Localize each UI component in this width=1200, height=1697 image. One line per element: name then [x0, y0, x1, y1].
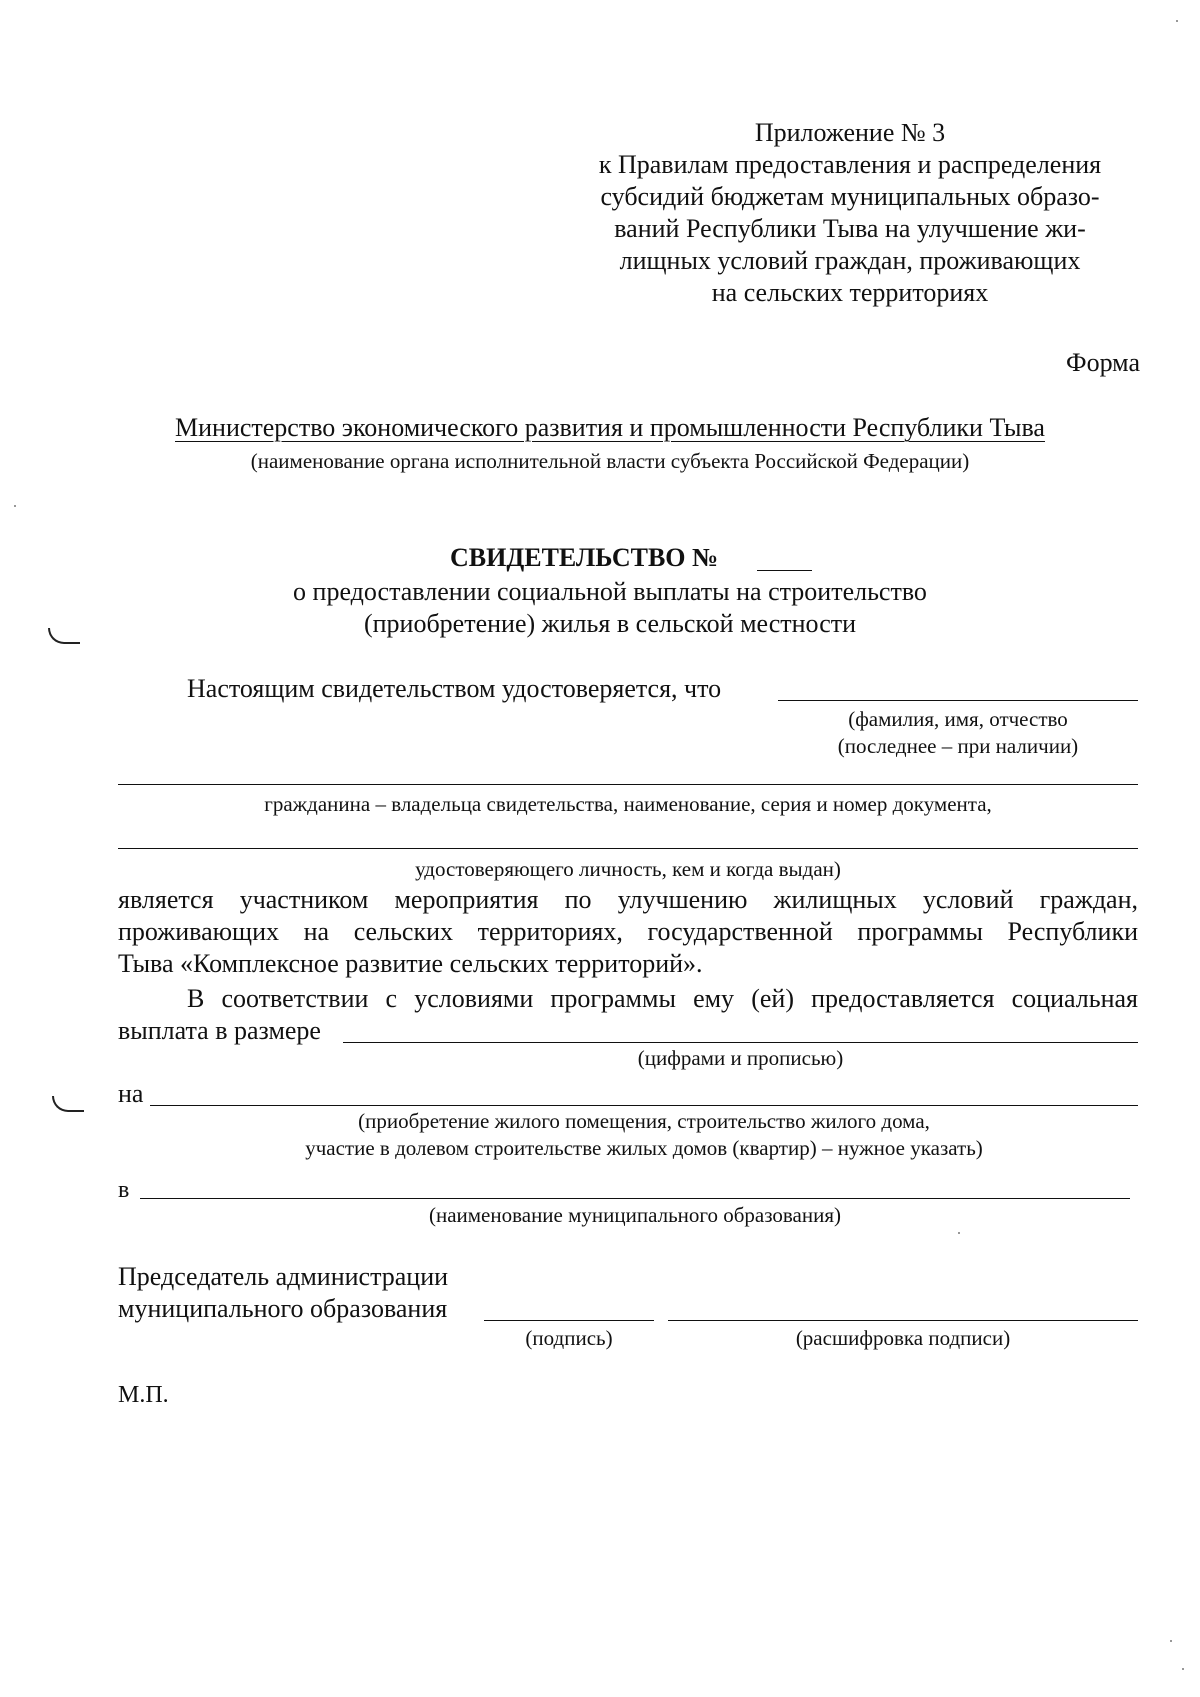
scan-speck [1170, 1640, 1172, 1642]
certificate-heading: СВИДЕТЕЛЬСТВО № [450, 543, 719, 572]
scan-speck [14, 505, 16, 507]
purpose-caption: (приобретение жилого помещения, строительство жилого дома, [358, 1109, 930, 1133]
appendix-line: лищных условий граждан, проживающих [619, 246, 1081, 275]
purpose-field[interactable] [150, 1105, 1138, 1106]
full-name-caption: (фамилия, имя, отчество [848, 707, 1068, 731]
identity-document-caption: гражданина – владельца свидетельства, наименование, серия и номер документа, [264, 792, 992, 816]
full-name-caption: (последнее – при наличии) [837, 734, 1079, 758]
form-label: Форма [1066, 348, 1140, 377]
authority-name: Министерство экономического развития и промышленности Республики Тыва [175, 413, 1045, 442]
certificate-subtitle: (приобретение) жилья в сельской местности [363, 609, 857, 638]
appendix-header [560, 117, 1140, 309]
scan-speck [1176, 20, 1178, 22]
purpose-caption: участие в долевом строительстве жилых домов (квартир) – нужное указать) [305, 1136, 983, 1160]
payment-amount-field[interactable] [343, 1042, 1138, 1043]
signature-field[interactable] [484, 1320, 654, 1321]
authority-caption: (наименование органа исполнительной власти субъекта Российской Федерации) [250, 449, 970, 473]
municipality-caption: (наименование муниципального образования) [428, 1203, 842, 1227]
scan-speck [958, 1232, 960, 1234]
payment-amount-label: выплата в размере [118, 1016, 321, 1045]
stamp-label: М.П. [118, 1382, 169, 1408]
signature-decode-field[interactable] [668, 1320, 1138, 1321]
certificate-number-line[interactable] [757, 570, 812, 571]
signature-decode-caption: (расшифровка подписи) [795, 1326, 1011, 1350]
chairman-title: Председатель администрации [118, 1262, 449, 1291]
full-name-field[interactable] [778, 700, 1138, 701]
identity-document-field[interactable] [118, 784, 1138, 785]
participant-text: Тыва «Комплексное развитие сельских территорий». [118, 949, 703, 978]
place-label: в [118, 1177, 130, 1203]
appendix-line: Приложение № 3 [754, 118, 946, 147]
scan-speck [1182, 1668, 1184, 1670]
appendix-line: на сельских территориях [711, 278, 989, 307]
participant-text: является участником мероприятия по улучшению жилищных условий граждан, [118, 885, 1138, 914]
payment-amount-caption: (цифрами и прописью) [637, 1046, 844, 1070]
appendix-line: ваний Республики Тыва на улучшение жи- [614, 214, 1086, 243]
chairman-title: муниципального образования [118, 1294, 448, 1323]
scan-mark [52, 1096, 84, 1112]
municipality-field[interactable] [140, 1198, 1130, 1199]
signature-caption: (подпись) [525, 1326, 613, 1350]
identity-issuer-field[interactable] [118, 848, 1138, 849]
identity-issuer-caption: удостоверяющего личность, кем и когда выдан) [415, 857, 841, 881]
certify-lead: Настоящим свидетельством удостоверяется, что [187, 674, 722, 703]
payment-text: В соответствии с условиями программы ему (ей) предоставляется социальная [187, 984, 1138, 1013]
appendix-line: субсидий бюджетам муниципальных образо- [600, 182, 1100, 211]
certificate-subtitle: о предоставлении социальной выплаты на строительство [293, 577, 927, 606]
scan-mark [48, 628, 80, 644]
participant-text: проживающих на сельских территориях, государственной программы Республики [118, 917, 1138, 946]
purpose-label: на [118, 1079, 144, 1108]
appendix-line: к Правилам предоставления и распределения [598, 150, 1102, 179]
